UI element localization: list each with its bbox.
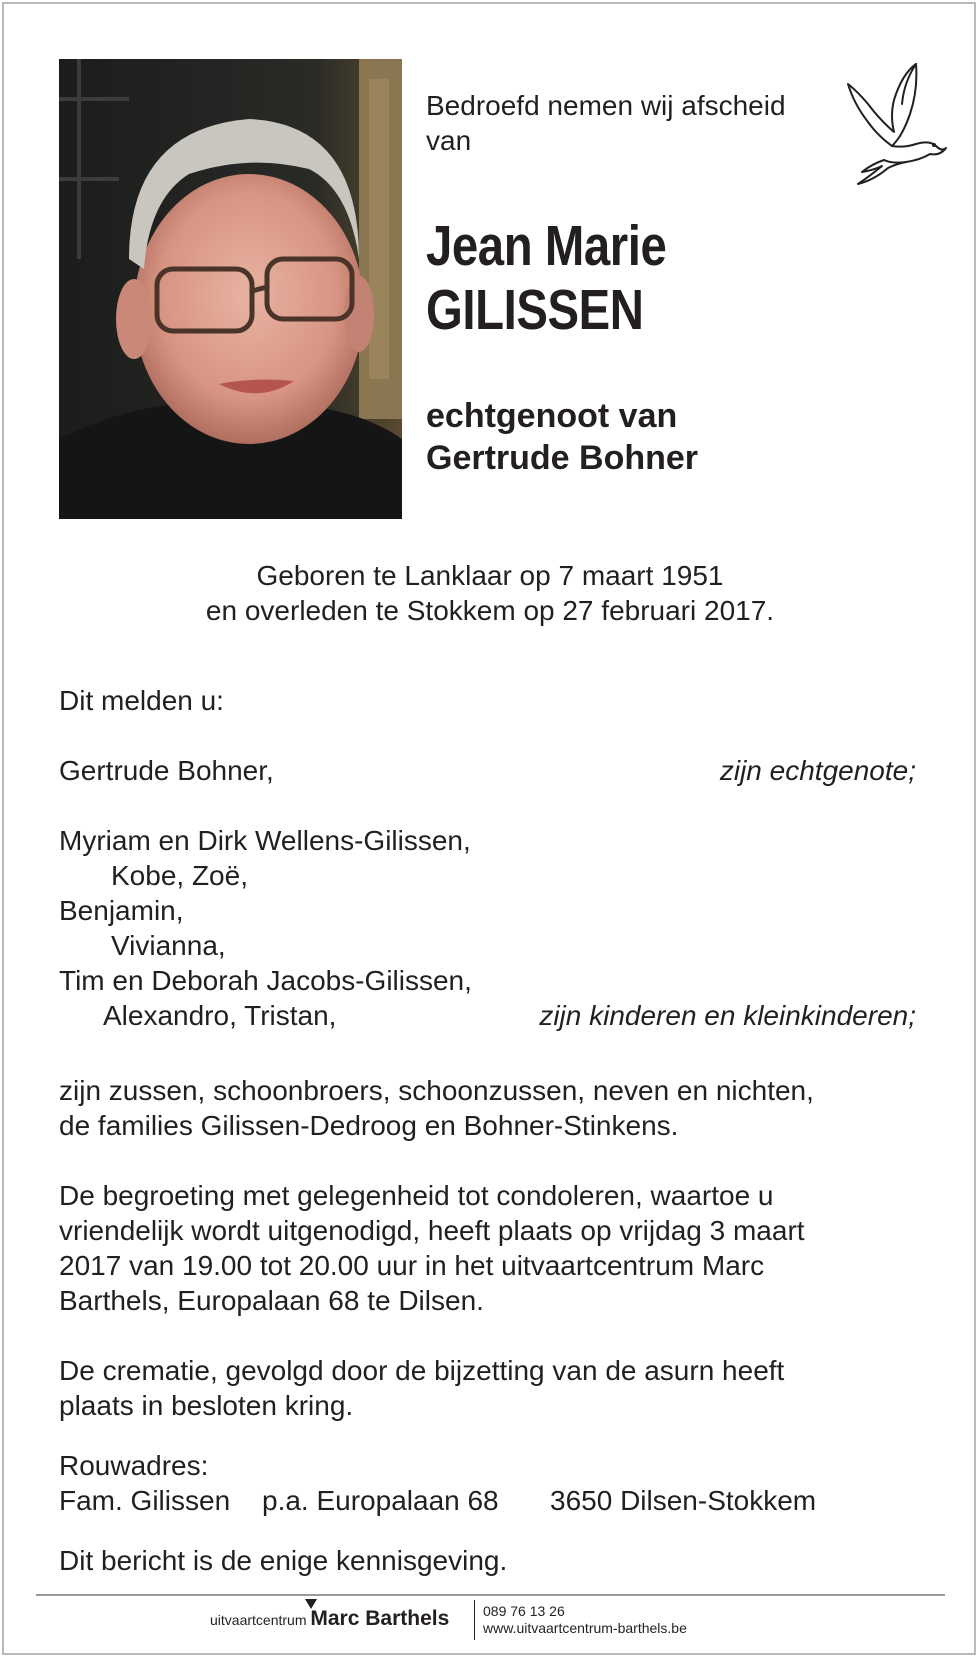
address-street: p.a. Europalaan 68: [262, 1485, 499, 1516]
footer-phone: 089 76 13 26: [483, 1603, 565, 1619]
visitation-line-1: De begroeting met gelegenheid tot condoleren, waartoe u: [59, 1180, 774, 1211]
child-line-2: Benjamin,: [59, 895, 184, 926]
grandchild-line-2: Vivianna,: [111, 930, 226, 961]
address-label: Rouwadres:: [59, 1450, 209, 1481]
footer-website: www.uitvaartcentrum-barthels.be: [483, 1620, 687, 1636]
announce-line: Dit melden u:: [59, 685, 224, 716]
portrait-photo: [59, 59, 402, 519]
visitation-line-2: vriendelijk wordt uitgenodigd, heeft plaats op vrijdag 3 maart: [59, 1215, 805, 1246]
spouse-role: zijn echtgenote;: [719, 755, 916, 786]
deceased-name: [426, 214, 666, 342]
intro-line-1: Bedroefd nemen wij afscheid: [426, 90, 786, 121]
footer-brand: [210, 1607, 450, 1630]
intro-line-2: van: [426, 125, 472, 156]
relation-line-1: echtgenoot van: [426, 397, 678, 435]
address-name: Fam. Gilissen: [59, 1485, 231, 1516]
death-line: en overleden te Stokkem op 27 februari 2017.: [205, 595, 775, 626]
address-city: 3650 Dilsen-Stokkem: [550, 1485, 817, 1516]
brand-name: Marc Barthels: [310, 1607, 450, 1630]
cremation-line-1: De crematie, gevolgd door de bijzetting van de asurn heeft: [59, 1355, 785, 1386]
relation-block: [426, 395, 698, 479]
family-line-1: zijn zussen, schoonbroers, schoonzussen, neven en nichten,: [59, 1075, 814, 1106]
footer-separator: [474, 1600, 475, 1640]
cremation-line-2: plaats in besloten kring.: [59, 1390, 354, 1421]
visitation-line-3: 2017 van 19.00 tot 20.00 uur in het uitvaartcentrum Marc: [59, 1250, 765, 1281]
spouse-name: Gertrude Bohner,: [59, 755, 274, 786]
child-line-1: Myriam en Dirk Wellens-Gilissen,: [59, 825, 471, 856]
children-role: zijn kinderen en kleinkinderen;: [539, 1000, 916, 1031]
footer-contact: [483, 1603, 687, 1637]
intro-text: [426, 88, 786, 158]
birth-line: Geboren te Lanklaar op 7 maart 1951: [256, 560, 724, 591]
dove-icon: [844, 60, 948, 186]
closing-line: Dit bericht is de enige kennisgeving.: [59, 1545, 508, 1576]
grandchild-line-3: Alexandro, Tristan,: [103, 1000, 337, 1031]
first-name: Jean Marie: [426, 214, 667, 278]
brand-prefix: uitvaartcentrum: [210, 1612, 307, 1628]
visitation-line-4: Barthels, Europalaan 68 te Dilsen.: [59, 1285, 484, 1316]
relation-line-2: Gertrude Bohner: [426, 439, 699, 477]
child-line-3: Tim en Deborah Jacobs-Gilissen,: [59, 965, 472, 996]
last-name: GILISSEN: [426, 278, 644, 342]
footer-rule: [36, 1594, 945, 1596]
family-line-2: de families Gilissen-Dedroog en Bohner-Stinkens.: [59, 1110, 679, 1141]
grandchild-line-1: Kobe, Zoë,: [111, 860, 248, 891]
